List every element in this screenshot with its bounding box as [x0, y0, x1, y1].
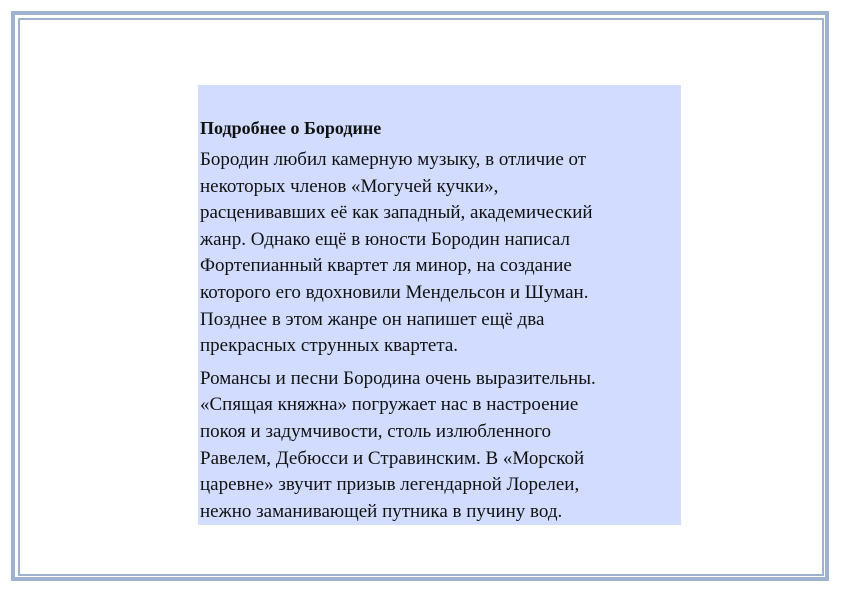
- paragraph-line: царевне» звучит призыв легендарной Лорелеи,: [200, 474, 580, 496]
- paragraph-line: некоторых членов «Могучей кучки»,: [200, 175, 499, 197]
- paragraph-line: которого его вдохновили Мендельсон и Шуман.: [200, 281, 589, 303]
- paragraph-line: Позднее в этом жанре он напишет ещё два: [200, 308, 545, 330]
- paragraph-line: Бородин любил камерную музыку, в отличие от: [200, 149, 587, 170]
- heading: Подробнее о Бородине: [200, 118, 382, 138]
- paragraph-line: покоя и задумчивости, столь излюбленного: [200, 420, 552, 442]
- paragraph-line: прекрасных струнных квартета.: [200, 335, 459, 357]
- paragraph-2: [200, 366, 677, 526]
- paragraph-line: Фортепианный квартет ля минор, на создание: [200, 255, 572, 277]
- paragraph-line: «Спящая княжна» погружает нас в настроение: [200, 394, 579, 416]
- paragraph-line: расценивавших её как западный, академический: [200, 202, 593, 224]
- paragraph-line: Романсы и песни Бородина очень выразительны.: [200, 367, 596, 389]
- paragraph-line: нежно заманивающей путника в пучину вод.: [200, 500, 563, 522]
- text-box: [198, 85, 681, 525]
- paragraph-line: Равелем, Дебюсси и Стравинским. В «Морской: [200, 447, 585, 469]
- paragraph-1: [200, 147, 677, 360]
- paragraph-line: жанр. Однако ещё в юности Бородин написал: [200, 228, 570, 250]
